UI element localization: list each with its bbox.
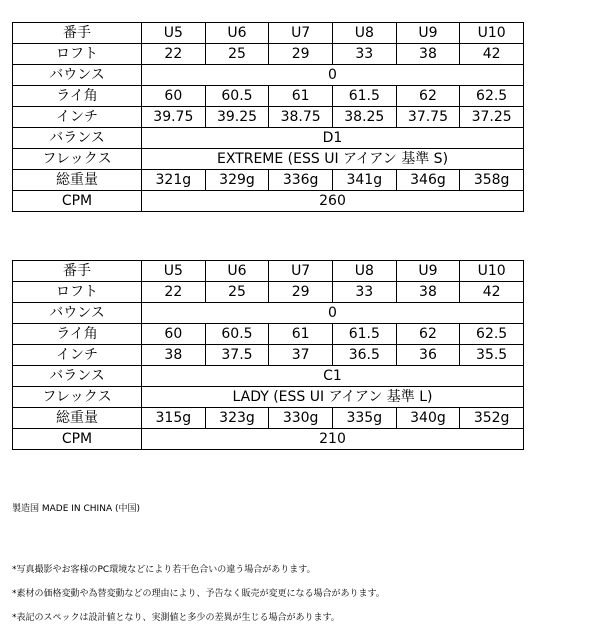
balance-cell: C1 — [142, 366, 524, 387]
row-inch — [13, 107, 524, 128]
loft-cell: 38 — [396, 282, 460, 303]
loft-cell: 42 — [460, 44, 524, 65]
number-cell: U10 — [460, 261, 524, 282]
number-cell: U9 — [396, 261, 460, 282]
inch-cell: 37 — [269, 345, 333, 366]
number-cell: U9 — [396, 23, 460, 44]
loft-cell: 25 — [205, 282, 269, 303]
bounce-cell: 0 — [142, 65, 524, 86]
inch-cell: 36.5 — [332, 345, 396, 366]
label-number: 番手 — [13, 261, 142, 282]
inch-cell: 37.75 — [396, 107, 460, 128]
spec-table-lady — [12, 260, 524, 450]
lie-cell: 62.5 — [460, 324, 524, 345]
lie-cell: 60 — [142, 324, 206, 345]
row-loft — [13, 282, 524, 303]
label-lie: ライ角 — [13, 324, 142, 345]
loft-cell: 29 — [269, 44, 333, 65]
loft-cell: 38 — [396, 44, 460, 65]
lie-cell: 62 — [396, 324, 460, 345]
loft-cell: 22 — [142, 44, 206, 65]
lie-cell: 60.5 — [205, 86, 269, 107]
lie-cell: 61 — [269, 324, 333, 345]
number-cell: U6 — [205, 23, 269, 44]
inch-cell: 37.25 — [460, 107, 524, 128]
weight-cell: 335g — [332, 408, 396, 429]
label-balance: バランス — [13, 128, 142, 149]
row-cpm — [13, 429, 524, 450]
label-bounce: バウンス — [13, 65, 142, 86]
weight-cell: 330g — [269, 408, 333, 429]
loft-cell: 33 — [332, 44, 396, 65]
row-inch — [13, 345, 524, 366]
label-lie: ライ角 — [13, 86, 142, 107]
weight-cell: 315g — [142, 408, 206, 429]
note-item: *表記のスペックは設計値となり、実測値と多少の差異が生じる場合があります。 — [12, 613, 340, 623]
note-item: *素材の価格変動や為替変動などの理由により、予告なく販売が変更になる場合があります。 — [12, 589, 385, 599]
cpm-cell: 260 — [142, 191, 524, 212]
row-loft — [13, 44, 524, 65]
inch-cell: 35.5 — [460, 345, 524, 366]
notes-list — [12, 563, 385, 635]
row-lie — [13, 86, 524, 107]
loft-cell: 33 — [332, 282, 396, 303]
number-cell: U6 — [205, 261, 269, 282]
weight-cell: 352g — [460, 408, 524, 429]
weight-cell: 321g — [142, 170, 206, 191]
country-of-origin: 製造国 MADE IN CHINA (中国) — [12, 504, 140, 514]
inch-cell: 39.75 — [142, 107, 206, 128]
row-weight — [13, 408, 524, 429]
loft-cell: 42 — [460, 282, 524, 303]
label-inch: インチ — [13, 345, 142, 366]
lie-cell: 60 — [142, 86, 206, 107]
label-inch: インチ — [13, 107, 142, 128]
spec-table-extreme — [12, 22, 524, 212]
loft-cell: 29 — [269, 282, 333, 303]
weight-cell: 341g — [332, 170, 396, 191]
weight-cell: 329g — [205, 170, 269, 191]
label-loft: ロフト — [13, 44, 142, 65]
label-weight: 総重量 — [13, 408, 142, 429]
number-cell: U7 — [269, 23, 333, 44]
number-cell: U8 — [332, 261, 396, 282]
number-cell: U5 — [142, 261, 206, 282]
weight-cell: 336g — [269, 170, 333, 191]
row-balance — [13, 128, 524, 149]
lie-cell: 62.5 — [460, 86, 524, 107]
note-item: *写真撮影やお客様のPC環境などにより若干色合いの違う場合があります。 — [12, 565, 316, 575]
lie-cell: 61.5 — [332, 86, 396, 107]
weight-cell: 358g — [460, 170, 524, 191]
row-cpm — [13, 191, 524, 212]
loft-cell: 22 — [142, 282, 206, 303]
weight-cell: 323g — [205, 408, 269, 429]
balance-cell: D1 — [142, 128, 524, 149]
row-bounce — [13, 65, 524, 86]
label-number: 番手 — [13, 23, 142, 44]
cpm-cell: 210 — [142, 429, 524, 450]
loft-cell: 25 — [205, 44, 269, 65]
inch-cell: 37.5 — [205, 345, 269, 366]
inch-cell: 39.25 — [205, 107, 269, 128]
lie-cell: 61.5 — [332, 324, 396, 345]
label-loft: ロフト — [13, 282, 142, 303]
row-flex — [13, 149, 524, 170]
label-cpm: CPM — [13, 191, 142, 212]
row-number — [13, 23, 524, 44]
row-flex — [13, 387, 524, 408]
label-balance: バランス — [13, 366, 142, 387]
row-bounce — [13, 303, 524, 324]
inch-cell: 38.25 — [332, 107, 396, 128]
flex-cell: EXTREME (ESS UI アイアン 基準 S) — [142, 149, 524, 170]
label-weight: 総重量 — [13, 170, 142, 191]
row-balance — [13, 366, 524, 387]
label-flex: フレックス — [13, 149, 142, 170]
weight-cell: 340g — [396, 408, 460, 429]
bounce-cell: 0 — [142, 303, 524, 324]
flex-cell: LADY (ESS UI アイアン 基準 L) — [142, 387, 524, 408]
number-cell: U10 — [460, 23, 524, 44]
lie-cell: 61 — [269, 86, 333, 107]
inch-cell: 38 — [142, 345, 206, 366]
number-cell: U5 — [142, 23, 206, 44]
row-weight — [13, 170, 524, 191]
label-flex: フレックス — [13, 387, 142, 408]
row-lie — [13, 324, 524, 345]
lie-cell: 62 — [396, 86, 460, 107]
weight-cell: 346g — [396, 170, 460, 191]
inch-cell: 38.75 — [269, 107, 333, 128]
label-cpm: CPM — [13, 429, 142, 450]
lie-cell: 60.5 — [205, 324, 269, 345]
label-bounce: バウンス — [13, 303, 142, 324]
number-cell: U7 — [269, 261, 333, 282]
inch-cell: 36 — [396, 345, 460, 366]
number-cell: U8 — [332, 23, 396, 44]
row-number — [13, 261, 524, 282]
